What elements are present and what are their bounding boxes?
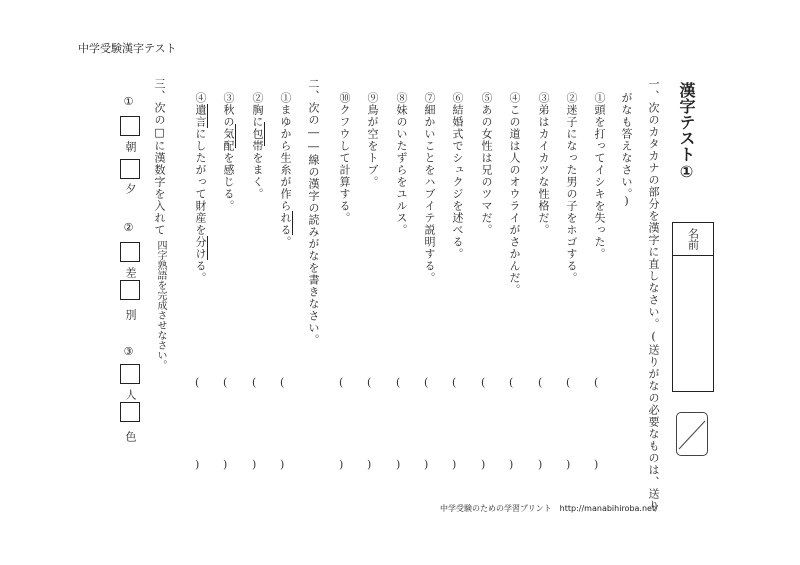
underline-mark [207, 236, 208, 260]
section1-instruction: 一、次のカタカナの部分を漢字に直しなさい。(送りがなの必要なものは、送り [647, 78, 660, 512]
s2-item-1: ①まゆから生糸が作られる。 [279, 92, 292, 248]
answer-close-paren: ) [339, 458, 344, 471]
answer-close-paren: ) [223, 458, 228, 471]
s1-item-5: ⑤あの女性は兄のツマだ。 [480, 92, 493, 236]
answer-open-paren: ( [396, 376, 401, 389]
section1-instruction-cont: がなも答えなさい。) [620, 92, 633, 209]
page-header: 中学受験漢字テスト [78, 42, 177, 55]
s1-item-1: ①頭を打ってイシキを失った。 [593, 92, 606, 260]
answer-close-paren: ) [195, 458, 200, 471]
kanji-blank-box[interactable] [120, 364, 140, 384]
answer-open-paren: ( [452, 376, 457, 389]
answer-open-paren: ( [481, 376, 486, 389]
answer-open-paren: ( [339, 376, 344, 389]
score-slash [677, 413, 707, 455]
answer-open-paren: ( [538, 376, 543, 389]
answer-open-paren: ( [195, 376, 200, 389]
answer-close-paren: ) [396, 458, 401, 471]
s3-char: 色 [124, 431, 137, 443]
s3-char: 朝 [124, 141, 137, 153]
answer-close-paren: ) [566, 458, 571, 471]
underline-mark [235, 124, 236, 148]
answer-close-paren: ) [452, 458, 457, 471]
score-box[interactable] [676, 412, 708, 456]
kanji-blank-box[interactable] [120, 402, 140, 422]
s1-item-3: ③弟はカイカツな性格だ。 [537, 92, 550, 236]
s1-item-8: ⑧妹のいたずらをユルス。 [395, 92, 408, 236]
s3-item-num-1: ① [122, 95, 135, 109]
answer-close-paren: ) [280, 458, 285, 471]
s3-item-num-3: ③ [122, 345, 135, 359]
s2-item-4: ④遺言にしたがって財産を分ける。 [194, 92, 207, 284]
s3-char: 別 [124, 309, 137, 321]
answer-open-paren: ( [280, 376, 285, 389]
answer-open-paren: ( [252, 376, 257, 389]
s3-char: 人 [124, 389, 137, 401]
answer-close-paren: ) [509, 458, 514, 471]
section3-instruction: 三、次の□に漢数字を入れて [153, 78, 166, 236]
s3-char: 差 [124, 267, 137, 279]
s1-item-6: ⑥結婚式でシュクジを述べる。 [451, 92, 464, 260]
s1-item-10: ⑩クフウして計算する。 [338, 92, 351, 224]
underline-mark [264, 122, 265, 146]
name-label: 名前 [686, 228, 700, 250]
page-title: 漢字テスト① [677, 82, 696, 181]
answer-open-paren: ( [509, 376, 514, 389]
kanji-blank-box[interactable] [120, 280, 140, 300]
name-box[interactable] [672, 222, 714, 392]
answer-close-paren: ) [538, 458, 543, 471]
answer-close-paren: ) [481, 458, 486, 471]
answer-open-paren: ( [594, 376, 599, 389]
s1-item-9: ⑨鳥が空をトブ。 [366, 92, 379, 188]
name-header [673, 223, 713, 256]
section2-instruction: 二、次の――線の漢字の読みがなを書きなさい。 [307, 78, 320, 346]
answer-open-paren: ( [223, 376, 228, 389]
underline-mark [292, 211, 293, 235]
s1-item-4: ④この道は人のオウライがさかんだ。 [508, 92, 521, 296]
s3-char: 夕 [124, 183, 137, 195]
s1-item-2: ②迷子になった男の子をホゴする。 [565, 92, 578, 284]
answer-close-paren: ) [424, 458, 429, 471]
answer-close-paren: ) [594, 458, 599, 471]
answer-open-paren: ( [367, 376, 372, 389]
section3-instruction-cont: 四字熟語を完成させなさい。 [155, 240, 166, 370]
answer-open-paren: ( [566, 376, 571, 389]
page-footer[interactable]: 中学受験のための学習プリント http://manabihiroba.net/ [440, 504, 658, 513]
kanji-blank-box[interactable] [120, 242, 140, 262]
s2-item-2: ②胸に包帯をまく。 [251, 92, 264, 200]
kanji-blank-box[interactable] [120, 116, 140, 136]
s2-item-3: ③秋の気配を感じる。 [222, 92, 235, 212]
kanji-blank-box[interactable] [120, 159, 140, 179]
s1-item-7: ⑦細かいことをハブイテ説明する。 [423, 92, 436, 284]
s3-item-num-2: ② [122, 221, 135, 235]
answer-open-paren: ( [424, 376, 429, 389]
answer-close-paren: ) [367, 458, 372, 471]
underline-mark [207, 104, 208, 128]
answer-close-paren: ) [252, 458, 257, 471]
